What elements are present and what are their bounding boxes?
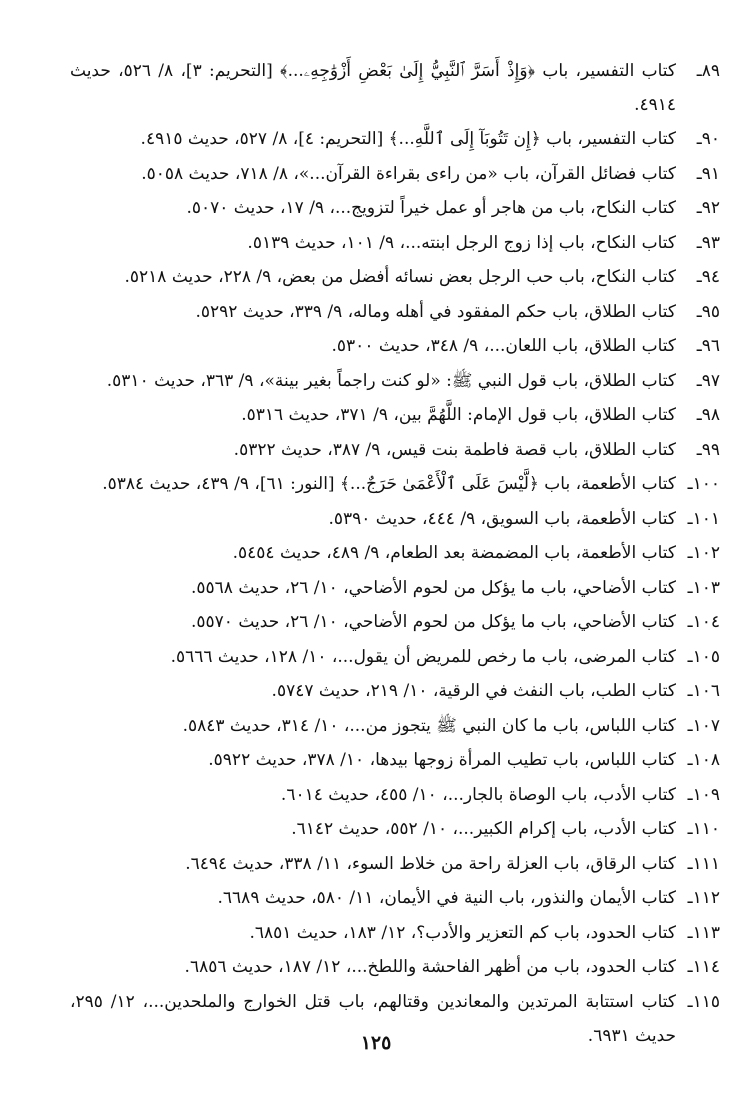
page-number: ١٢٥ — [360, 1032, 392, 1054]
entry-number: ١٠١ـ — [687, 508, 720, 529]
list-item — [70, 295, 720, 330]
entry-number: ١١٤ـ — [687, 957, 720, 977]
list-item — [70, 329, 720, 364]
entry-number: ٩٤ـ — [696, 267, 720, 287]
list-item — [70, 502, 720, 537]
list-item — [70, 605, 720, 640]
entry-number: ١١٣ـ — [687, 922, 720, 943]
entry-number: ٩٧ـ — [696, 370, 720, 391]
entry-number: ٩٦ـ — [696, 336, 720, 356]
entry-text: كتاب فضائل القرآن، باب «من راءى بقراءة القرآن...»، ٨/ ٧١٨، حديث ٥٠٥٨. — [141, 163, 676, 184]
entry-text: كتاب الأضاحي، باب ما يؤكل من لحوم الأضاحي، ١٠/ ٢٦، حديث ٥٥٦٨. — [191, 577, 676, 598]
list-item — [70, 709, 720, 744]
list-item — [70, 260, 720, 295]
list-item — [70, 398, 720, 433]
entry-number: ٩٣ـ — [696, 232, 720, 253]
list-item — [70, 536, 720, 571]
entry-number: ١١١ـ — [687, 853, 720, 874]
list-item — [70, 122, 720, 157]
entry-number: ١١٥ـ — [687, 991, 720, 1012]
list-item — [70, 364, 720, 399]
entry-text: كتاب الحدود، باب من أظهر الفاحشة واللطخ...، ١٢/ ١٨٧، حديث ٦٨٥٦. — [184, 957, 676, 977]
list-item — [70, 467, 720, 502]
list-item — [70, 916, 720, 951]
list-item — [70, 847, 720, 882]
entry-number: ٩٩ـ — [696, 439, 720, 460]
entry-number: ١٠٥ـ — [687, 646, 720, 667]
entry-number: ٩٨ـ — [696, 405, 720, 425]
entry-text: كتاب الأدب، باب الوصاة بالجار...، ١٠/ ٤٥٥، حديث ٦٠١٤. — [280, 784, 676, 805]
list-item — [70, 157, 720, 192]
entry-text: كتاب الحدود، باب كم التعزير والأدب؟، ١٢/ ١٨٣، حديث ٦٨٥١. — [249, 922, 676, 943]
list-item — [70, 743, 720, 778]
entry-number: ١٠٤ـ — [687, 612, 720, 632]
entry-text: كتاب الأطعمة، باب ﴿لَّيْسَ عَلَى ٱلْأَعْمَىٰ حَرَجٌ...﴾ [النور: ٦١]، ٩/ ٤٣٩، حديث ٥٣٨٤. — [102, 474, 676, 494]
list-item — [70, 640, 720, 675]
entry-number: ١١٠ـ — [687, 819, 720, 839]
entry-number: ٩٠ـ — [696, 129, 720, 149]
entry-number: ١٠٣ـ — [687, 577, 720, 598]
entry-number: ١٠٧ـ — [687, 715, 720, 736]
entry-text: كتاب الأيمان والنذور، باب النية في الأيمان، ١١/ ٥٨٠، حديث ٦٦٨٩. — [217, 888, 676, 908]
reference-list — [70, 54, 720, 1053]
entry-text: كتاب اللباس، باب ما كان النبي ﷺ يتجوز من...، ١٠/ ٣١٤، حديث ٥٨٤٣. — [182, 715, 676, 736]
entry-number: ١٠٦ـ — [687, 681, 720, 701]
list-item — [70, 881, 720, 916]
entry-text: كتاب النكاح، باب حب الرجل بعض نسائه أفضل من بعض، ٩/ ٢٢٨، حديث ٥٢١٨. — [124, 267, 676, 287]
entry-text: كتاب الطلاق، باب قصة فاطمة بنت قيس، ٩/ ٣٨٧، حديث ٥٣٢٢. — [233, 439, 676, 460]
entry-text: كتاب التفسير، باب ﴿إِن تَتُوبَآ إِلَى ٱللَّهِ...﴾ [التحريم: ٤]، ٨/ ٥٢٧، حديث ٤٩١٥. — [140, 129, 676, 149]
entry-text: كتاب اللباس، باب تطيب المرأة زوجها بيدها، ١٠/ ٣٧٨، حديث ٥٩٢٢. — [208, 750, 676, 770]
list-item — [70, 226, 720, 261]
list-item — [70, 812, 720, 847]
entry-number: ١٠٨ـ — [687, 750, 720, 770]
entry-text: كتاب الطلاق، باب اللعان...، ٩/ ٣٤٨، حديث ٥٣٠٠. — [331, 336, 676, 356]
list-item — [70, 433, 720, 468]
entry-number: ١١٢ـ — [687, 888, 720, 908]
entry-number: ١٠٠ـ — [687, 474, 720, 494]
entry-text: كتاب الطب، باب النفث في الرقية، ١٠/ ٢١٩، حديث ٥٧٤٧. — [271, 681, 676, 701]
entry-text: كتاب النكاح، باب من هاجر أو عمل خيراً لتزويج...، ٩/ ١٧، حديث ٥٠٧٠. — [186, 198, 676, 218]
entry-number: ٨٩ـ — [696, 61, 720, 81]
entry-text: كتاب النكاح، باب إذا زوج الرجل ابنته...، ٩/ ١٠١، حديث ٥١٣٩. — [247, 232, 676, 253]
entry-number: ٩٢ـ — [696, 198, 720, 218]
entry-text: كتاب المرضى، باب ما رخص للمريض أن يقول...، ١٠/ ١٢٨، حديث ٥٦٦٦. — [170, 646, 676, 667]
entry-text: كتاب استتابة المرتدين والمعاندين وقتالهم، باب قتل الخوارج والملحدين...، ١٢/ ٢٩٥، حديث ٦٩٣١. — [70, 991, 676, 1046]
list-item — [70, 674, 720, 709]
list-item — [70, 950, 720, 985]
list-item — [70, 571, 720, 606]
entry-text: كتاب الأدب، باب إكرام الكبير...، ١٠/ ٥٥٢، حديث ٦١٤٢. — [291, 819, 676, 839]
entry-text: كتاب الأطعمة، باب المضمضة بعد الطعام، ٩/ ٤٨٩، حديث ٥٤٥٤. — [232, 543, 676, 563]
entry-text: كتاب الرقاق، باب العزلة راحة من خلاط السوء، ١١/ ٣٣٨، حديث ٦٤٩٤. — [185, 853, 676, 874]
list-item — [70, 54, 720, 122]
list-item — [70, 191, 720, 226]
entry-text: كتاب الطلاق، باب قول الإمام: اللَّهُمَّ بين، ٩/ ٣٧١، حديث ٥٣١٦. — [241, 405, 676, 425]
entry-text: كتاب الأضاحي، باب ما يؤكل من لحوم الأضاحي، ١٠/ ٢٦، حديث ٥٥٧٠. — [191, 612, 676, 632]
entry-text: كتاب الأطعمة، باب السويق، ٩/ ٤٤٤، حديث ٥٣٩٠. — [328, 508, 676, 529]
entry-text: كتاب الطلاق، باب قول النبي ﷺ: «لو كنت راجماً بغير بينة»، ٩/ ٣٦٣، حديث ٥٣١٠. — [106, 370, 676, 391]
entry-number: ١٠٢ـ — [687, 543, 720, 563]
entry-number: ١٠٩ـ — [687, 784, 720, 805]
entry-number: ٩١ـ — [696, 163, 720, 184]
entry-text: كتاب التفسير، باب ﴿وَإِذْ أَسَرَّ ٱلنَّبِيُّ إِلَىٰ بَعْضِ أَزْوَٰجِهِۦ...﴾ [التحريم: ٣]، ٨/ ٥٢٦، حديث ٤٩١٤. — [70, 61, 676, 115]
list-item — [70, 778, 720, 813]
entry-number: ٩٥ـ — [696, 301, 720, 322]
entry-text: كتاب الطلاق، باب حكم المفقود في أهله وماله، ٩/ ٣٣٩، حديث ٥٢٩٢. — [195, 301, 676, 322]
